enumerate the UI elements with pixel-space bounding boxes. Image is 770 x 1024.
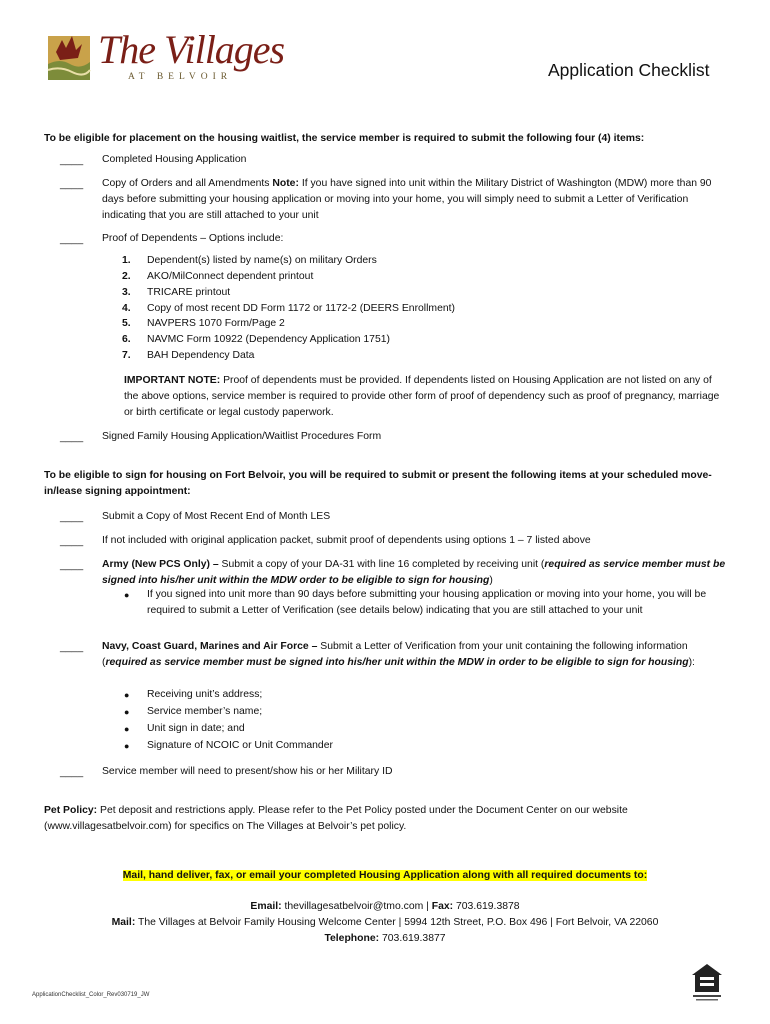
option-text: Dependent(s) listed by name(s) on military Orders [147, 255, 377, 266]
contact-email-fax: Email: thevillagesatbelvoir@tmo.com | Fax: 703.619.3878 [250, 901, 520, 912]
bullet-icon: ● [124, 690, 130, 700]
checkbox-blank: ____ [60, 179, 84, 190]
section2-heading: To be eligible to sign for housing on Fort Belvoir, you will be required to submit or present the following items at your scheduled move-in/lease signing appointment: [44, 470, 712, 497]
checkbox-blank: ____ [60, 767, 84, 778]
option-text: BAH Dependency Data [147, 350, 255, 361]
checklist-item-military-id: Service member will need to present/show his or her Military ID [102, 766, 393, 777]
option-number: 4. [122, 303, 131, 314]
option-number: 7. [122, 350, 131, 361]
checkbox-blank: ____ [60, 642, 84, 653]
checklist-item-navy: Navy, Coast Guard, Marines and Air Force – Submit a Letter of Verification from your unit containing the following information (required as service member must be signed into his/her unit within the MDW in order to be eligible to sign for housing): [102, 641, 695, 668]
option-number: 3. [122, 287, 131, 298]
logo-wordmark: The Villages [98, 27, 285, 72]
option-text: TRICARE printout [147, 287, 231, 298]
checklist-item-les: Submit a Copy of Most Recent End of Month LES [102, 511, 331, 522]
option-number: 1. [122, 255, 131, 266]
bullet-icon: ● [124, 724, 130, 734]
checkbox-blank: ____ [60, 432, 84, 443]
checkbox-blank: ____ [60, 234, 84, 245]
footer-filename: ApplicationChecklist_Color_Rev030719_JW [32, 992, 150, 998]
page-title: Application Checklist [548, 60, 710, 80]
bullet-icon: ● [124, 707, 130, 717]
checklist-item-orders: Copy of Orders and all Amendments Note: If you have signed into unit within the Military District of Washington (MDW) more than 90 days before submitting your housing application or moving into your home, you will simply need to submit a Letter of Verification indicating that you are still attached to your unit [102, 178, 712, 221]
equal-housing-opportunity-icon [690, 962, 724, 1002]
option-text: Copy of most recent DD Form 1172 or 1172-2 (DEERS Enrollment) [147, 303, 455, 314]
navy-bullet-text: Receiving unit’s address; [147, 689, 263, 700]
checkbox-blank: ____ [60, 512, 84, 523]
bullet-icon: ● [124, 741, 130, 751]
logo-subtitle: AT BELVOIR [128, 72, 233, 82]
checkbox-blank: ____ [60, 536, 84, 547]
checkbox-blank: ____ [60, 560, 84, 571]
checklist-item-proof: If not included with original application packet, submit proof of dependents using options 1 – 7 listed above [102, 535, 591, 546]
important-note: IMPORTANT NOTE: Proof of dependents must be provided. If dependents listed on Housing Application are not listed on any of the above options, service member is required to provide other form of proof of dependency such as proof of pregnancy, marriage or birth certificate or legal custody paperwork. [124, 375, 720, 418]
option-number: 5. [122, 318, 131, 329]
army-bullet-text: If you signed into unit more than 90 days before submitting your housing application or moving into your home, you will be required to submit a Letter of Verification (see details below) indicating that you are still attached to your unit [147, 589, 707, 616]
option-text: NAVMC Form 10922 (Dependency Application 1751) [147, 334, 390, 345]
navy-bullet-text: Service member’s name; [147, 706, 263, 717]
navy-bullet-text: Unit sign in date; and [147, 723, 245, 734]
mail-notice: Mail, hand deliver, fax, or email your completed Housing Application along with all required documents to: [122, 870, 648, 881]
option-text: AKO/MilConnect dependent printout [147, 271, 314, 282]
checklist-item-dependents: Proof of Dependents – Options include: [102, 233, 284, 244]
checklist-item-army: Army (New PCS Only) – Submit a copy of your DA-31 with line 16 completed by receiving unit (required as service member must be signed into his/her unit within the MDW order to be eligible to sign for housing) [102, 559, 726, 586]
checkbox-blank: ____ [60, 155, 84, 166]
checklist-item-procedures-form: Signed Family Housing Application/Waitlist Procedures Form [102, 431, 382, 442]
option-text: NAVPERS 1070 Form/Page 2 [147, 318, 285, 329]
contact-mail: Mail: The Villages at Belvoir Family Housing Welcome Center | 5994 12th Street, P.O. Box 496 | Fort Belvoir, VA 22060 [111, 917, 659, 928]
contact-telephone: Telephone: 703.619.3877 [324, 933, 446, 944]
pet-policy: Pet Policy: Pet deposit and restrictions apply. Please refer to the Pet Policy posted under the Document Center on our website (www.villagesatbelvoir.com) for specifics on The Villages at Belvoir’s pet policy. [44, 805, 628, 832]
option-number: 6. [122, 334, 131, 345]
option-number: 2. [122, 271, 131, 282]
checklist-item-application: Completed Housing Application [102, 154, 247, 165]
navy-bullet-text: Signature of NCOIC or Unit Commander [147, 740, 333, 751]
bullet-icon: ● [124, 590, 130, 600]
section1-heading: To be eligible for placement on the housing waitlist, the service member is required to submit the following four (4) items: [44, 133, 645, 144]
